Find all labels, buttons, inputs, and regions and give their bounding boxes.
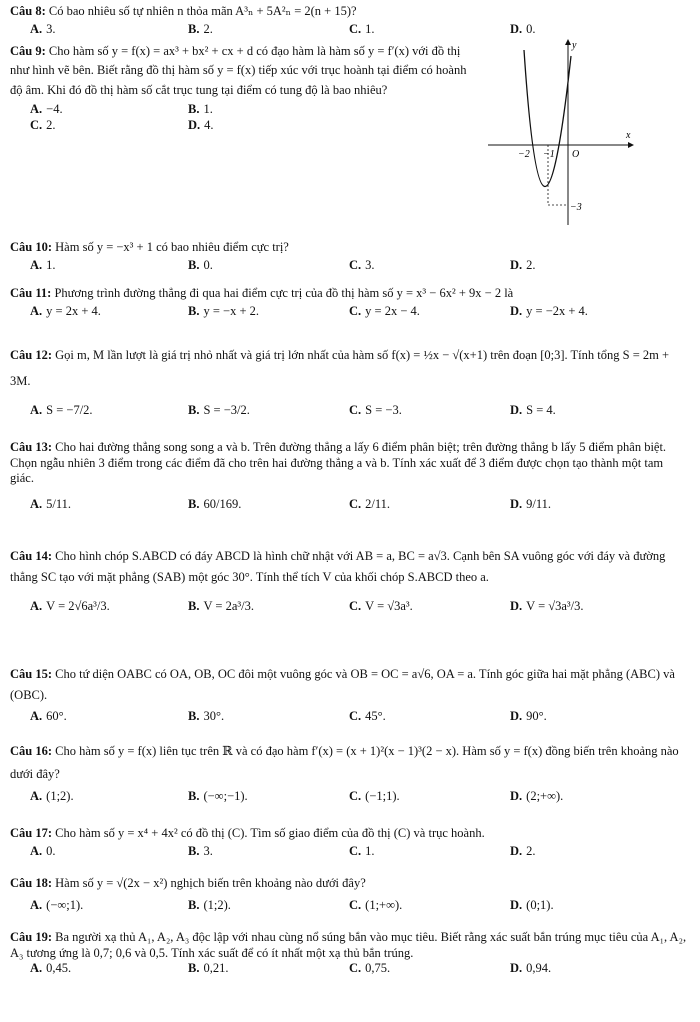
answer-options bbox=[10, 961, 690, 977]
question-stem: Cho hàm số y = f(x) = ax³ + bx² + cx + d có đạo hàm là hàm số y = f′(x) với đồ thị như hình vẽ bên. Biết rằng đồ thị hàm số y = f(x) tiếp xúc với trục hoành tại điểm có hoành độ âm. Khi đó đồ thị hàm số cắt trục tung tại điểm có tung độ là bao nhiêu? bbox=[10, 44, 467, 97]
option-a[interactable]: A. S = −7/2. bbox=[30, 402, 93, 417]
option-b[interactable]: B. y = −x + 2. bbox=[188, 303, 259, 318]
option-d[interactable]: D. (2;+∞). bbox=[510, 789, 564, 803]
option-b[interactable]: B. S = −3/2. bbox=[188, 402, 250, 417]
derivative-graph bbox=[488, 30, 638, 230]
answer-options bbox=[10, 709, 690, 725]
option-d[interactable]: D. 2. bbox=[510, 843, 536, 858]
option-a[interactable]: A. −4. bbox=[30, 102, 63, 117]
option-c[interactable]: C. 1. bbox=[349, 21, 375, 36]
question-stem: Gọi m, M lần lượt là giá trị nhỏ nhất và giá trị lớn nhất của hàm số f(x) = ½x − √(x+1) trên đoạn [0;3]. Tính tổng S = 2m + 3M. bbox=[10, 348, 670, 389]
option-d[interactable]: D. y = −2x + 4. bbox=[510, 303, 588, 318]
question-number: Câu 19: bbox=[10, 930, 53, 944]
option-d[interactable]: D. 0,94. bbox=[510, 961, 552, 976]
question-stem: Ba người xạ thủ A₁, A₂, A₃ độc lập với nhau cùng nổ súng bắn vào mục tiêu. Biết rằng xác suất bắn trúng mục tiêu của A₁, A₂, A₃ tương ứng là 0,7; 0,6 và 0,5. Tính xác suất để có ít nhất một xạ thủ bắn trúng. bbox=[10, 930, 687, 960]
question-9 bbox=[10, 42, 470, 134]
y-axis-label: y bbox=[572, 40, 577, 51]
option-a[interactable]: A. 60°. bbox=[30, 708, 67, 723]
question-number: Câu 18: bbox=[10, 876, 53, 890]
option-b[interactable]: B. 60/169. bbox=[188, 496, 242, 511]
option-b[interactable]: B. 2. bbox=[188, 21, 213, 36]
tick-label: −2 bbox=[518, 149, 530, 160]
option-d[interactable]: D. 90°. bbox=[510, 708, 547, 723]
option-a[interactable]: A. 3. bbox=[30, 21, 56, 36]
question-number: Câu 9: bbox=[10, 44, 46, 58]
question-number: Câu 8: bbox=[10, 4, 46, 18]
question-number: Câu 12: bbox=[10, 348, 53, 362]
parabola-curve bbox=[524, 50, 571, 187]
question-stem: Hàm số y = √(2x − x²) nghịch biến trên khoảng nào dưới đây? bbox=[55, 876, 366, 890]
option-b[interactable]: B. (1;2). bbox=[188, 897, 231, 912]
answer-options bbox=[10, 403, 690, 419]
question-stem: Cho hình chóp S.ABCD có đáy ABCD là hình chữ nhật với AB = a, BC = a√3. Cạnh bên SA vuông góc với đáy và đường thẳng SC tạo với mặt phẳng (SAB) một góc 30°. Tính thể tích V của khối chóp S.ABCD theo a. bbox=[10, 549, 666, 585]
question-stem: Cho hàm số y = x⁴ + 4x² có đồ thị (C). Tìm số giao điểm của đồ thị (C) và trục hoành. bbox=[55, 826, 485, 840]
answer-options-row2 bbox=[10, 118, 470, 134]
option-b[interactable]: B. 0,21. bbox=[188, 961, 229, 976]
option-d[interactable]: D. 0. bbox=[510, 21, 536, 36]
question-stem: Cho hai đường thẳng song song a và b. Trên đường thẳng a lấy 6 điểm phân biệt; trên đường thẳng b lấy 5 điểm phân biệt. Chọn ngẫu nhiên 3 điểm trong các điểm đã cho trên hai đường thẳng a và b. Tính xác xuất để 3 điểm được chọn tạo thành một tam giác. bbox=[10, 440, 667, 486]
question-number: Câu 15: bbox=[10, 667, 53, 681]
question-number: Câu 14: bbox=[10, 549, 53, 563]
answer-options bbox=[10, 497, 690, 513]
tick-label: −1 bbox=[543, 149, 555, 160]
answer-options-row1 bbox=[10, 102, 470, 118]
question-stem: Hàm số y = −x³ + 1 có bao nhiêu điểm cực trị? bbox=[55, 240, 289, 254]
tick-label: −3 bbox=[570, 202, 582, 213]
question-11 bbox=[10, 286, 690, 320]
option-a[interactable]: A. 1. bbox=[30, 257, 56, 272]
question-number: Câu 17: bbox=[10, 826, 53, 840]
option-c[interactable]: C. 2/11. bbox=[349, 496, 391, 511]
option-a[interactable]: A. V = 2√6a³/3. bbox=[30, 598, 110, 613]
question-stem: Cho tứ diện OABC có OA, OB, OC đôi một vuông góc và OB = OC = a√6, OA = a. Tính góc giữa hai mặt phẳng (ABC) và (OBC). bbox=[10, 667, 675, 703]
question-16 bbox=[10, 740, 690, 805]
option-d[interactable]: D. 4. bbox=[188, 118, 214, 133]
question-number: Câu 13: bbox=[10, 440, 53, 454]
option-c[interactable]: C. V = √3a³. bbox=[349, 598, 413, 613]
option-c[interactable]: C. (−1;1). bbox=[349, 789, 400, 803]
option-b[interactable]: B. 3. bbox=[188, 843, 213, 858]
question-number: Câu 10: bbox=[10, 240, 53, 254]
option-c[interactable]: C. 3. bbox=[349, 257, 375, 272]
option-a[interactable]: A. 0,45. bbox=[30, 961, 72, 976]
option-c[interactable]: C. 1. bbox=[349, 843, 375, 858]
question-stem: Cho hàm số y = f(x) liên tục trên ℝ và có đạo hàm f′(x) = (x + 1)²(x − 1)³(2 − x). Hàm số y = f(x) đồng biến trên khoảng nào dưới đây? bbox=[10, 744, 679, 781]
answer-options bbox=[10, 304, 690, 320]
answer-options bbox=[10, 599, 690, 615]
option-c[interactable]: C. 45°. bbox=[349, 708, 386, 723]
option-c[interactable]: C. 0,75. bbox=[349, 961, 391, 976]
option-c[interactable]: C. y = 2x − 4. bbox=[349, 303, 420, 318]
option-c[interactable]: C. 2. bbox=[30, 118, 56, 133]
answer-options bbox=[10, 844, 690, 860]
option-d[interactable]: D. S = 4. bbox=[510, 402, 556, 417]
question-stem: Phương trình đường thẳng đi qua hai điểm cực trị của đồ thị hàm số y = x³ − 6x² + 9x − 2 là bbox=[54, 286, 514, 300]
option-b[interactable]: B. V = 2a³/3. bbox=[188, 598, 254, 613]
option-d[interactable]: D. (0;1). bbox=[510, 897, 554, 912]
option-d[interactable]: D. V = √3a³/3. bbox=[510, 598, 584, 613]
option-d[interactable]: D. 9/11. bbox=[510, 496, 552, 511]
question-14 bbox=[10, 546, 690, 615]
option-a[interactable]: A. 5/11. bbox=[30, 496, 72, 511]
option-a[interactable]: A. (1;2). bbox=[30, 789, 74, 803]
option-b[interactable]: B. 1. bbox=[188, 102, 213, 117]
question-number: Câu 11: bbox=[10, 286, 52, 300]
answer-options bbox=[10, 258, 690, 274]
question-13 bbox=[10, 440, 690, 513]
question-10 bbox=[10, 240, 690, 274]
option-a[interactable]: A. 0. bbox=[30, 843, 56, 858]
question-18 bbox=[10, 876, 690, 914]
answer-options bbox=[10, 789, 690, 805]
x-axis-label: x bbox=[626, 130, 631, 141]
option-c[interactable]: C. (1;+∞). bbox=[349, 897, 403, 912]
option-c[interactable]: C. S = −3. bbox=[349, 402, 402, 417]
answer-options bbox=[10, 898, 690, 914]
question-15 bbox=[10, 664, 690, 725]
question-stem: Có bao nhiêu số tự nhiên n thỏa mãn A³ₙ + 5A²ₙ = 2(n + 15)? bbox=[48, 4, 357, 18]
question-17 bbox=[10, 826, 690, 860]
option-b[interactable]: B. 0. bbox=[188, 257, 213, 272]
question-19 bbox=[10, 930, 690, 977]
option-a[interactable]: A. y = 2x + 4. bbox=[30, 303, 101, 318]
option-a[interactable]: A. (−∞;1). bbox=[30, 897, 84, 912]
question-number: Câu 16: bbox=[10, 744, 53, 758]
option-b[interactable]: B. (−∞;−1). bbox=[188, 789, 248, 803]
origin-label: O bbox=[572, 149, 580, 160]
option-d[interactable]: D. 2. bbox=[510, 257, 536, 272]
question-12 bbox=[10, 342, 690, 419]
option-b[interactable]: B. 30°. bbox=[188, 708, 225, 723]
